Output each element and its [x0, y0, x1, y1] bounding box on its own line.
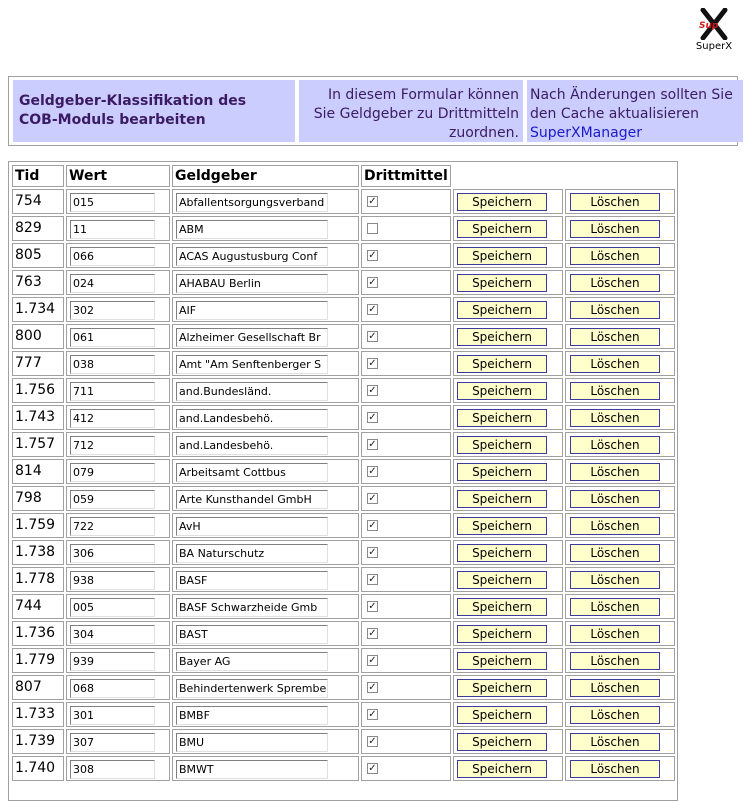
drittmittel-checkbox[interactable]: ✓ [368, 763, 377, 774]
wert-input[interactable]: 059 [70, 490, 155, 509]
cache-note: Nach Änderungen sollten Sie den Cache aktualisieren [530, 87, 733, 122]
delete-button[interactable]: Löschen [570, 517, 660, 535]
wert-input[interactable]: 308 [70, 760, 155, 779]
drittmittel-cell [361, 702, 451, 727]
column-header-wert: Wert [66, 165, 170, 187]
delete-button[interactable]: Löschen [570, 355, 660, 373]
geldgeber-cell [172, 702, 359, 727]
drittmittel-checkbox[interactable]: ✓ [368, 601, 377, 612]
drittmittel-checkbox[interactable] [367, 223, 378, 234]
drittmittel-checkbox[interactable]: ✓ [368, 250, 377, 261]
drittmittel-checkbox[interactable]: ✓ [368, 358, 377, 369]
geldgeber-cell [172, 432, 359, 457]
geldgeber-input[interactable]: and.Landesbehö. [176, 436, 328, 455]
wert-input[interactable]: 079 [70, 463, 155, 482]
save-button[interactable]: Speichern [457, 733, 547, 751]
tid-cell: 1.743 [12, 405, 64, 430]
wert-cell [66, 513, 170, 538]
drittmittel-cell [361, 324, 451, 349]
delete-button[interactable]: Löschen [570, 598, 660, 616]
save-cell [453, 324, 563, 349]
drittmittel-cell [361, 405, 451, 430]
delete-cell [565, 270, 675, 295]
wert-input[interactable]: 306 [70, 544, 155, 563]
wert-input[interactable]: 005 [70, 598, 155, 617]
delete-cell [565, 351, 675, 376]
drittmittel-cell [361, 648, 451, 673]
column-header-geldgeber: Geldgeber [172, 165, 359, 187]
tid-cell: 754 [12, 189, 64, 214]
delete-button[interactable]: Löschen [570, 409, 660, 427]
geldgeber-input[interactable]: Arte Kunsthandel GmbH [176, 490, 328, 509]
drittmittel-checkbox[interactable]: ✓ [368, 574, 377, 585]
save-button[interactable]: Speichern [457, 274, 547, 292]
geldgeber-input[interactable]: Behindertenwerk Sprembe [176, 679, 328, 698]
drittmittel-cell [361, 297, 451, 322]
save-button[interactable]: Speichern [457, 571, 547, 589]
geldgeber-cell [172, 486, 359, 511]
wert-input[interactable]: 307 [70, 733, 155, 752]
drittmittel-checkbox[interactable]: ✓ [368, 736, 377, 747]
tid-cell: 798 [12, 486, 64, 511]
wert-input[interactable]: 711 [70, 382, 155, 401]
save-button[interactable]: Speichern [457, 382, 547, 400]
save-cell [453, 459, 563, 484]
save-button[interactable]: Speichern [457, 463, 547, 481]
wert-cell [66, 243, 170, 268]
drittmittel-cell [361, 486, 451, 511]
delete-cell [565, 405, 675, 430]
geldgeber-cell [172, 567, 359, 592]
delete-button[interactable]: Löschen [570, 625, 660, 643]
save-cell [453, 675, 563, 700]
save-cell [453, 486, 563, 511]
save-button[interactable]: Speichern [457, 436, 547, 454]
tid-cell: 1.733 [12, 702, 64, 727]
wert-cell [66, 378, 170, 403]
drittmittel-cell [361, 513, 451, 538]
wert-cell [66, 621, 170, 646]
delete-cell [565, 189, 675, 214]
drittmittel-checkbox[interactable]: ✓ [368, 682, 377, 693]
geldgeber-cell [172, 270, 359, 295]
delete-button[interactable]: Löschen [570, 490, 660, 508]
geldgeber-cell [172, 594, 359, 619]
page-title: Geldgeber-Klassifikation des COB-Moduls bearbeiten [13, 80, 295, 142]
drittmittel-cell [361, 567, 451, 592]
wert-cell [66, 594, 170, 619]
geldgeber-input[interactable]: ABM [176, 220, 328, 239]
save-cell [453, 189, 563, 214]
drittmittel-cell [361, 594, 451, 619]
delete-cell [565, 297, 675, 322]
tid-cell: 1.759 [12, 513, 64, 538]
delete-button[interactable]: Löschen [570, 679, 660, 697]
wert-input[interactable]: 722 [70, 517, 155, 536]
wert-cell [66, 486, 170, 511]
delete-button[interactable]: Löschen [570, 571, 660, 589]
geldgeber-input[interactable]: and.Landesbehö. [176, 409, 328, 428]
geldgeber-cell [172, 621, 359, 646]
delete-button[interactable]: Löschen [570, 652, 660, 670]
drittmittel-checkbox[interactable]: ✓ [368, 520, 377, 531]
wert-input[interactable]: 712 [70, 436, 155, 455]
wert-cell [66, 459, 170, 484]
drittmittel-checkbox[interactable]: ✓ [368, 385, 377, 396]
delete-button[interactable]: Löschen [570, 220, 660, 238]
save-cell [453, 216, 563, 241]
wert-input[interactable]: 412 [70, 409, 155, 428]
wert-cell [66, 324, 170, 349]
save-button[interactable]: Speichern [457, 706, 547, 724]
delete-cell [565, 675, 675, 700]
wert-input[interactable]: 302 [70, 301, 155, 320]
tid-cell: 1.778 [12, 567, 64, 592]
delete-cell [565, 621, 675, 646]
save-button[interactable]: Speichern [457, 544, 547, 562]
delete-button[interactable]: Löschen [570, 733, 660, 751]
save-button[interactable]: Speichern [457, 220, 547, 238]
geldgeber-input[interactable]: BASF [176, 571, 328, 590]
wert-input[interactable]: 066 [70, 247, 155, 266]
drittmittel-cell [361, 459, 451, 484]
save-button[interactable]: Speichern [457, 247, 547, 265]
drittmittel-checkbox[interactable]: ✓ [368, 655, 377, 666]
geldgeber-table [8, 161, 678, 801]
save-button[interactable]: Speichern [457, 409, 547, 427]
geldgeber-cell [172, 729, 359, 754]
delete-button[interactable]: Löschen [570, 274, 660, 292]
save-cell [453, 756, 563, 781]
geldgeber-cell [172, 324, 359, 349]
tid-cell: 829 [12, 216, 64, 241]
save-button[interactable]: Speichern [457, 328, 547, 346]
wert-input[interactable]: 015 [70, 193, 155, 212]
drittmittel-cell [361, 756, 451, 781]
geldgeber-input[interactable]: BMBF [176, 706, 328, 725]
drittmittel-checkbox[interactable]: ✓ [368, 331, 377, 342]
geldgeber-cell [172, 216, 359, 241]
delete-button[interactable]: Löschen [570, 463, 660, 481]
superx-logo-icon [697, 8, 731, 40]
save-cell [453, 297, 563, 322]
geldgeber-cell [172, 675, 359, 700]
geldgeber-cell [172, 648, 359, 673]
delete-cell [565, 459, 675, 484]
superx-logo-text: SuperX [695, 41, 733, 52]
save-button[interactable]: Speichern [457, 625, 547, 643]
geldgeber-input[interactable]: Arbeitsamt Cottbus [176, 463, 328, 482]
save-button[interactable]: Speichern [457, 598, 547, 616]
geldgeber-input[interactable]: Bayer AG [176, 652, 328, 671]
delete-button[interactable]: Löschen [570, 382, 660, 400]
save-cell [453, 432, 563, 457]
wert-cell [66, 648, 170, 673]
delete-button[interactable]: Löschen [570, 301, 660, 319]
drittmittel-cell [361, 351, 451, 376]
delete-button[interactable]: Löschen [570, 328, 660, 346]
delete-cell [565, 540, 675, 565]
geldgeber-input[interactable]: BAST [176, 625, 328, 644]
drittmittel-checkbox[interactable]: ✓ [368, 493, 377, 504]
save-cell [453, 243, 563, 268]
geldgeber-input[interactable]: BA Naturschutz [176, 544, 328, 563]
save-button[interactable]: Speichern [457, 193, 547, 211]
wert-cell [66, 351, 170, 376]
superx-logo [692, 8, 736, 52]
save-button[interactable]: Speichern [457, 355, 547, 373]
geldgeber-input[interactable]: BMWT [176, 760, 328, 779]
geldgeber-cell [172, 378, 359, 403]
wert-input[interactable]: 11 [70, 220, 155, 239]
save-cell [453, 567, 563, 592]
drittmittel-checkbox[interactable]: ✓ [368, 277, 377, 288]
geldgeber-cell [172, 540, 359, 565]
save-cell [453, 702, 563, 727]
tid-cell: 805 [12, 243, 64, 268]
drittmittel-cell [361, 216, 451, 241]
wert-input[interactable]: 304 [70, 625, 155, 644]
save-button[interactable]: Speichern [457, 679, 547, 697]
tid-cell: 807 [12, 675, 64, 700]
superxmanager-link[interactable]: SuperXManager [530, 125, 642, 141]
drittmittel-cell [361, 378, 451, 403]
drittmittel-cell [361, 540, 451, 565]
geldgeber-input[interactable]: and.Bundesländ. [176, 382, 328, 401]
drittmittel-cell [361, 621, 451, 646]
svg-text:Sup: Sup [699, 21, 719, 31]
wert-cell [66, 675, 170, 700]
drittmittel-cell [361, 270, 451, 295]
delete-cell [565, 702, 675, 727]
save-cell [453, 270, 563, 295]
delete-cell [565, 567, 675, 592]
geldgeber-input[interactable]: BMU [176, 733, 328, 752]
wert-input[interactable]: 024 [70, 274, 155, 293]
delete-cell [565, 378, 675, 403]
delete-cell [565, 513, 675, 538]
column-header-drittmittel: Drittmittel [361, 165, 451, 187]
drittmittel-checkbox[interactable]: ✓ [368, 709, 377, 720]
save-button[interactable]: Speichern [457, 517, 547, 535]
save-cell [453, 351, 563, 376]
save-cell [453, 540, 563, 565]
wert-cell [66, 729, 170, 754]
drittmittel-cell [361, 729, 451, 754]
wert-cell [66, 567, 170, 592]
save-cell [453, 621, 563, 646]
delete-button[interactable]: Löschen [570, 706, 660, 724]
wert-input[interactable]: 038 [70, 355, 155, 374]
geldgeber-input[interactable]: BASF Schwarzheide Gmb [176, 598, 328, 617]
geldgeber-cell [172, 756, 359, 781]
wert-cell [66, 270, 170, 295]
geldgeber-cell [172, 405, 359, 430]
drittmittel-checkbox[interactable]: ✓ [368, 412, 377, 423]
tid-cell: 814 [12, 459, 64, 484]
save-cell [453, 594, 563, 619]
geldgeber-cell [172, 243, 359, 268]
save-cell [453, 405, 563, 430]
wert-cell [66, 405, 170, 430]
form-info: In diesem Formular können Sie Geldgeber zu Drittmitteln zuordnen. [299, 80, 523, 142]
form-header [8, 76, 738, 146]
wert-cell [66, 297, 170, 322]
tid-cell: 1.779 [12, 648, 64, 673]
geldgeber-input[interactable]: Amt "Am Senftenberger S [176, 355, 328, 374]
drittmittel-cell [361, 432, 451, 457]
delete-cell [565, 216, 675, 241]
save-button[interactable]: Speichern [457, 490, 547, 508]
geldgeber-cell [172, 459, 359, 484]
drittmittel-checkbox[interactable]: ✓ [368, 304, 377, 315]
drittmittel-cell [361, 243, 451, 268]
save-cell [453, 648, 563, 673]
save-cell [453, 513, 563, 538]
tid-cell: 1.756 [12, 378, 64, 403]
delete-button[interactable]: Löschen [570, 760, 660, 778]
drittmittel-checkbox[interactable]: ✓ [368, 196, 377, 207]
tid-cell: 744 [12, 594, 64, 619]
wert-input[interactable]: 939 [70, 652, 155, 671]
tid-cell: 1.736 [12, 621, 64, 646]
delete-cell [565, 432, 675, 457]
wert-input[interactable]: 301 [70, 706, 155, 725]
geldgeber-cell [172, 513, 359, 538]
delete-cell [565, 756, 675, 781]
geldgeber-cell [172, 297, 359, 322]
drittmittel-checkbox[interactable]: ✓ [368, 439, 377, 450]
wert-input[interactable]: 938 [70, 571, 155, 590]
delete-button[interactable]: Löschen [570, 247, 660, 265]
save-button[interactable]: Speichern [457, 760, 547, 778]
wert-cell [66, 540, 170, 565]
tid-cell: 1.740 [12, 756, 64, 781]
geldgeber-input[interactable]: AHABAU Berlin [176, 274, 328, 293]
tid-cell: 1.734 [12, 297, 64, 322]
geldgeber-cell [172, 351, 359, 376]
geldgeber-input[interactable]: AvH [176, 517, 328, 536]
save-cell [453, 378, 563, 403]
drittmittel-checkbox[interactable]: ✓ [368, 466, 377, 477]
delete-cell [565, 324, 675, 349]
drittmittel-checkbox[interactable]: ✓ [368, 547, 377, 558]
tid-cell: 1.739 [12, 729, 64, 754]
save-button[interactable]: Speichern [457, 301, 547, 319]
save-cell [453, 729, 563, 754]
drittmittel-checkbox[interactable]: ✓ [368, 628, 377, 639]
geldgeber-cell [172, 189, 359, 214]
delete-cell [565, 648, 675, 673]
save-button[interactable]: Speichern [457, 652, 547, 670]
wert-cell [66, 756, 170, 781]
delete-cell [565, 729, 675, 754]
drittmittel-cell [361, 189, 451, 214]
wert-input[interactable]: 061 [70, 328, 155, 347]
geldgeber-input[interactable]: AIF [176, 301, 328, 320]
delete-cell [565, 243, 675, 268]
geldgeber-input[interactable]: ACAS Augustusburg Conf [176, 247, 328, 266]
wert-cell [66, 702, 170, 727]
tid-cell: 800 [12, 324, 64, 349]
tid-cell: 1.757 [12, 432, 64, 457]
geldgeber-input[interactable]: Alzheimer Gesellschaft Br [176, 328, 328, 347]
delete-cell [565, 594, 675, 619]
delete-button[interactable]: Löschen [570, 436, 660, 454]
drittmittel-cell [361, 675, 451, 700]
wert-cell [66, 432, 170, 457]
wert-cell [66, 216, 170, 241]
tid-cell: 777 [12, 351, 64, 376]
delete-button[interactable]: Löschen [570, 193, 660, 211]
column-header-tid: Tid [12, 165, 64, 187]
wert-cell [66, 189, 170, 214]
cache-note-cell [527, 80, 743, 142]
delete-button[interactable]: Löschen [570, 544, 660, 562]
tid-cell: 1.738 [12, 540, 64, 565]
geldgeber-input[interactable]: Abfallentsorgungsverband [176, 193, 328, 212]
wert-input[interactable]: 068 [70, 679, 155, 698]
delete-cell [565, 486, 675, 511]
tid-cell: 763 [12, 270, 64, 295]
